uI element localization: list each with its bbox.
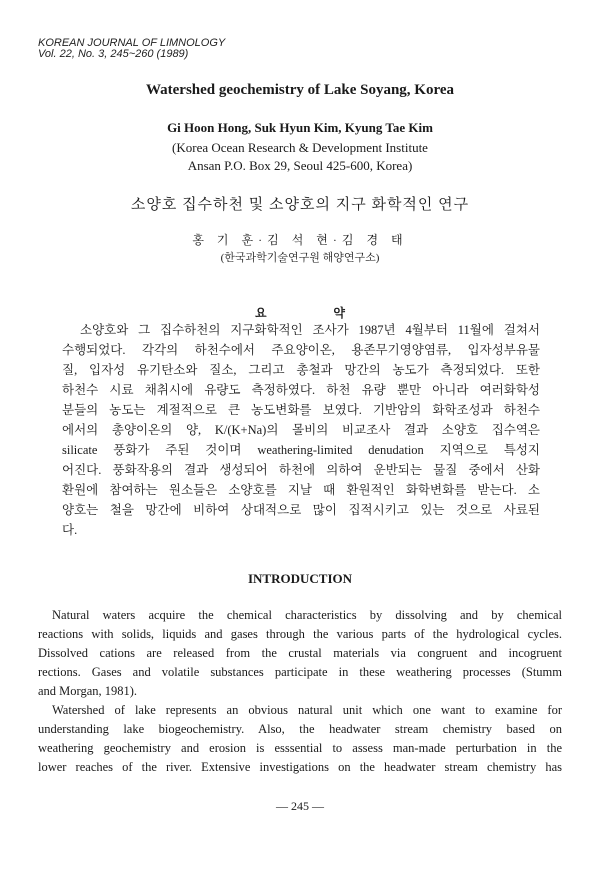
body-line: Natural waters acquire the chemical characteristics by dissolving and by chemical [52,608,562,622]
journal-name: KOREAN JOURNAL OF LIMNOLOGY [38,37,226,49]
body-line: Watershed of lake represents an obvious natural unit which one want to examine for [52,703,562,717]
body-line: weathering geochemistry and erosion is esssential to assess man-made perturbation in the [38,741,562,755]
page-number: — 245 — [276,799,324,813]
abstract-line: 환원에 참여하는 원소들은 소양호를 지날 때 환원적인 화학변화를 받는다. 소 [62,483,540,497]
korean-affiliation: (한국과학기술연구원 해양연구소) [220,252,380,264]
abstract-line: silicate 풍화가 주된 것이며 weathering-limited denudation 지역으로 특성지 [62,443,540,457]
introduction-heading: INTRODUCTION [247,571,352,586]
abstract-heading-char-1: 요 [255,306,267,320]
body-line: rections. Gases and volatile substances participate in these weathering processes (Stumm [38,665,562,679]
abstract-line: 어진다. 풍화작용의 결과 생성되어 하천에 의하여 운반되는 물질 중에서 산화 [62,463,540,477]
abstract-body [62,320,540,540]
author-list: Gi Hoon Hong, Suk Hyun Kim, Kyung Tae Kim [167,120,433,135]
korean-title: 소양호 집수하천 및 소양호의 지구 화학적인 연구 [130,197,470,213]
abstract-line: 에서의 총양이온의 양, K/(K+Na)의 몰비의 비교조사 결과 소양호 집수역은 [62,423,540,437]
body-line: and Morgan, 1981). [38,684,138,698]
body-line: reactions with solids, liquids and gases through the various parts of the hydrological cycles. [38,627,562,641]
abstract-line: 분들의 농도는 계절적으로 큰 농도변화를 보였다. 기반암의 화학조성과 하천수 [62,403,540,417]
body-line: understanding lake biogeochemistry. Also, the headwater stream chemistry based on [38,722,562,736]
abstract-line: 질, 입자성 유기탄소와 질소, 그리고 총철과 망간의 농도가 측정되었다. 또한 [62,363,540,377]
introduction-body [38,606,562,777]
abstract-line: 다. [62,523,78,537]
abstract-line: 하천수 시료 채취시에 유량도 측정하였다. 하천 유량 뿐만 아니라 여러화학성 [62,383,540,397]
body-line: lower reaches of the river. Extensive investigations on the headwater stream chemistry has [38,760,562,774]
abstract-heading [255,304,345,321]
affiliation-line-1: (Korea Ocean Research & Development Institute [172,140,428,155]
abstract-line: 수행되었다. 각각의 하천수에서 주요양이온, 용존무기영양염류, 입자성부유물 [62,343,540,357]
abstract-line: 소양호와 그 집수하천의 지구화학적인 조사가 1987년 4월부터 11월에 걸쳐서 [80,323,540,337]
journal-header [38,38,225,60]
abstract-line: 양호는 철을 망간에 비하여 상대적으로 많이 집적시키고 있는 것으로 사료된 [62,503,540,517]
abstract-heading-char-2: 약 [333,306,345,320]
paper-title: Watershed geochemistry of Lake Soyang, Korea [145,82,455,98]
korean-author-list: 홍 기 훈·김 석 현·김 경 태 [192,233,408,247]
journal-citation: Vol. 22, No. 3, 245~260 (1989) [38,48,189,60]
affiliation-line-2: Ansan P.O. Box 29, Seoul 425-600, Korea) [187,158,413,173]
body-line: Dissolved cations are released from the crustal materials via congruent and incogruent [38,646,562,660]
